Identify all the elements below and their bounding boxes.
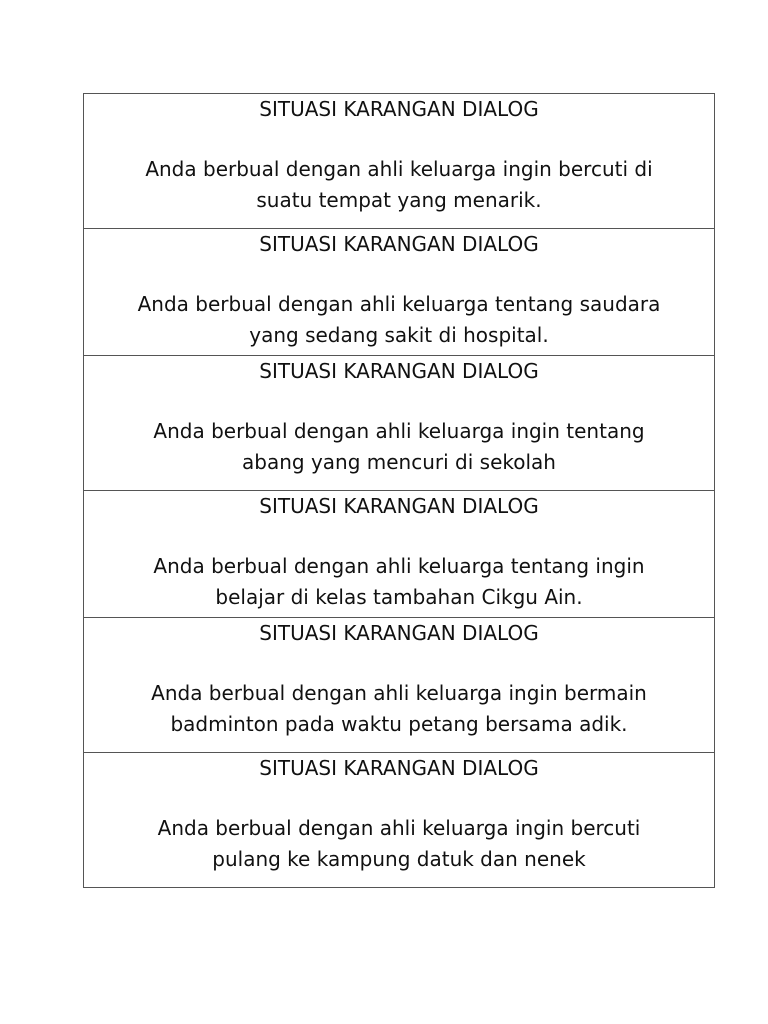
card-description-line: Anda berbual dengan ahli keluarga ingin tentang — [153, 419, 645, 443]
card-description-line: yang sedang sakit di hospital. — [249, 323, 549, 347]
situation-card — [84, 618, 714, 753]
card-description-line: Anda berbual dengan ahli keluarga ingin bercuti — [157, 816, 641, 840]
card-description — [84, 551, 714, 613]
card-description-line: Anda berbual dengan ahli keluarga tentang ingin — [153, 554, 645, 578]
card-description-line: abang yang mencuri di sekolah — [242, 450, 556, 474]
card-description — [84, 289, 714, 351]
card-title: SITUASI KARANGAN DIALOG — [259, 232, 539, 256]
situation-card — [84, 753, 714, 887]
card-description-line: Anda berbual dengan ahli keluarga ingin bermain — [151, 681, 647, 705]
card-description — [84, 154, 714, 216]
card-description-line: pulang ke kampung datuk dan nenek — [212, 847, 586, 871]
card-description-line: Anda berbual dengan ahli keluarga tentang saudara — [137, 292, 661, 316]
card-description-line: badminton pada waktu petang bersama adik. — [170, 712, 628, 736]
card-description — [84, 678, 714, 740]
situation-table — [83, 93, 715, 888]
card-title: SITUASI KARANGAN DIALOG — [259, 621, 539, 645]
card-description-line: suatu tempat yang menarik. — [256, 188, 542, 212]
situation-card — [84, 491, 714, 618]
situation-card — [84, 94, 714, 229]
card-title: SITUASI KARANGAN DIALOG — [259, 494, 539, 518]
situation-card — [84, 356, 714, 491]
card-title: SITUASI KARANGAN DIALOG — [259, 756, 539, 780]
card-description — [84, 416, 714, 478]
card-description-line: belajar di kelas tambahan Cikgu Ain. — [215, 585, 583, 609]
card-description — [84, 813, 714, 875]
card-title: SITUASI KARANGAN DIALOG — [259, 359, 539, 383]
situation-card — [84, 229, 714, 356]
card-description-line: Anda berbual dengan ahli keluarga ingin bercuti di — [145, 157, 653, 181]
card-title: SITUASI KARANGAN DIALOG — [259, 97, 539, 121]
